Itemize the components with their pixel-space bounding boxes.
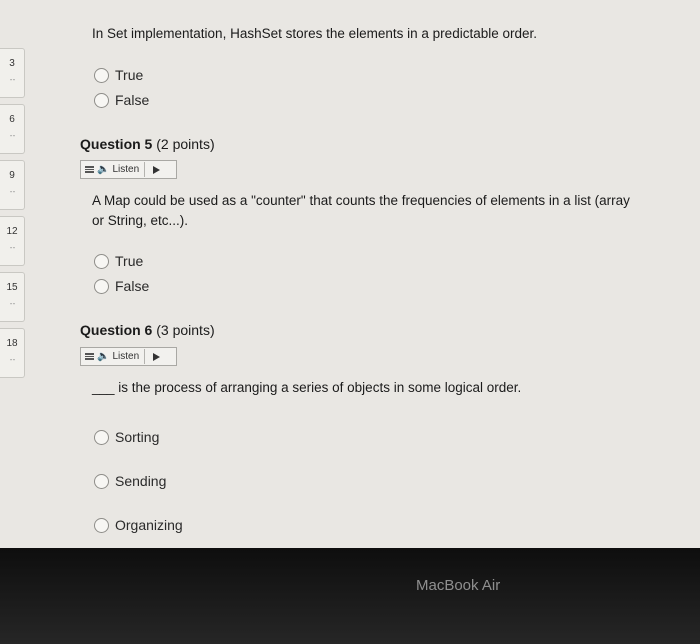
nav-tab-question-18[interactable] xyxy=(0,328,25,378)
option-label: False xyxy=(115,278,150,294)
radio-button[interactable] xyxy=(94,474,109,489)
question-nav xyxy=(0,40,27,390)
play-icon[interactable] xyxy=(153,353,160,361)
nav-tab-number: 3 xyxy=(9,58,15,69)
nav-tab-number: 18 xyxy=(6,338,18,349)
q6-prompt xyxy=(92,378,652,398)
menu-icon[interactable] xyxy=(85,166,94,173)
q5-option-true[interactable] xyxy=(94,251,143,271)
q5-prompt: A Map could be used as a "counter" that counts the frequencies of elements in a list (array or String, etc...). xyxy=(92,193,630,228)
radio-button[interactable] xyxy=(94,68,109,83)
speaker-icon: 🔈 xyxy=(97,351,110,362)
q6-prompt-text: is the process of arranging a series of objects in some logical order. xyxy=(118,380,522,395)
option-label: True xyxy=(115,253,144,269)
nav-tab-question-9[interactable] xyxy=(0,160,25,210)
q6-option-sending[interactable] xyxy=(94,471,166,491)
q4-prompt: In Set implementation, HashSet stores the elements in a predictable order. xyxy=(92,26,537,41)
q4-option-true[interactable] xyxy=(94,65,143,85)
menu-icon[interactable] xyxy=(85,353,94,360)
option-label: True xyxy=(115,67,144,83)
nav-tab-question-15[interactable] xyxy=(0,272,25,322)
nav-tab-question-3[interactable] xyxy=(0,48,25,98)
option-label: Sorting xyxy=(115,429,160,445)
nav-tab-number: 15 xyxy=(6,282,18,293)
nav-tab-question-12[interactable] xyxy=(0,216,25,266)
q6-listen-button[interactable] xyxy=(80,347,177,366)
speaker-icon: 🔈 xyxy=(97,164,110,175)
radio-button[interactable] xyxy=(94,518,109,533)
radio-button[interactable] xyxy=(94,279,109,294)
radio-button[interactable] xyxy=(94,254,109,269)
play-icon[interactable] xyxy=(153,166,160,174)
q5-label: Question 5 xyxy=(80,136,153,152)
divider xyxy=(144,349,145,364)
laptop-bezel xyxy=(0,548,700,644)
q4-option-false[interactable] xyxy=(94,90,149,110)
nav-tab-number: 12 xyxy=(6,226,18,237)
option-label: False xyxy=(115,92,150,108)
q6-option-organizing[interactable] xyxy=(94,515,183,535)
q5-points: (2 points) xyxy=(156,136,215,152)
q6-option-sorting[interactable] xyxy=(94,427,159,447)
nav-tab-status: - - xyxy=(9,75,15,84)
q5-option-false[interactable] xyxy=(94,276,149,296)
nav-tab-status: - - xyxy=(9,243,15,252)
divider xyxy=(144,162,145,177)
nav-tab-number: 6 xyxy=(9,114,15,125)
radio-button[interactable] xyxy=(94,93,109,108)
nav-tab-status: - - xyxy=(9,355,15,364)
q6-label: Question 6 xyxy=(80,322,153,338)
q6-heading xyxy=(80,322,215,338)
brand-label: MacBook Air xyxy=(416,577,501,594)
nav-tab-question-6[interactable] xyxy=(0,104,25,154)
nav-tab-number: 9 xyxy=(9,170,15,181)
radio-button[interactable] xyxy=(94,430,109,445)
listen-label: Listen xyxy=(112,164,140,175)
option-label: Organizing xyxy=(115,517,183,533)
q5-listen-button[interactable] xyxy=(80,160,177,179)
q6-points: (3 points) xyxy=(156,322,215,338)
nav-tab-status: - - xyxy=(9,299,15,308)
q5-heading xyxy=(80,136,215,152)
q6-blank: ___ xyxy=(92,380,115,395)
nav-tab-status: - - xyxy=(9,131,15,140)
listen-label: Listen xyxy=(112,351,140,362)
option-label: Sending xyxy=(115,473,167,489)
nav-tab-status: - - xyxy=(9,187,15,196)
